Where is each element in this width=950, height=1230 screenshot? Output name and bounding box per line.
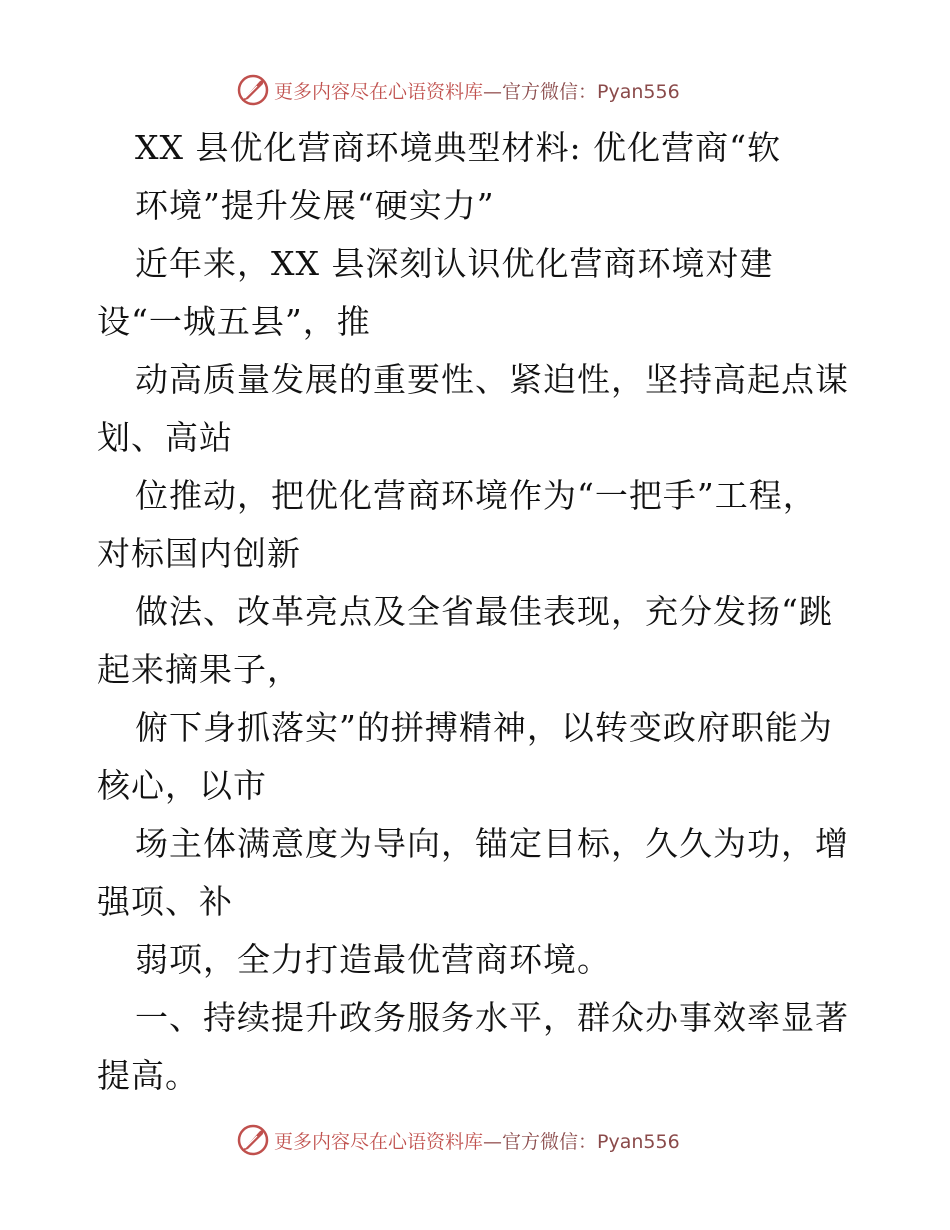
banner-dash: — xyxy=(483,1130,503,1153)
banner-wechat: 官方微信：Pyan556 xyxy=(502,1130,680,1153)
section-heading-line: 一、持续提升政务服务水平，群众办事效率显著 xyxy=(135,998,849,1037)
paragraph-line: 动高质量发展的重要性、紧迫性，坚持高起点谋 xyxy=(135,360,849,399)
paragraph-line: 强项、补 xyxy=(97,882,233,921)
paragraph-line: 核心，以市 xyxy=(97,766,267,805)
banner-site-name: 更多内容尽在心语资料库 xyxy=(274,1130,484,1153)
paragraph-line: 做法、改革亮点及全省最佳表现，充分发扬“跳 xyxy=(135,592,833,631)
feather-pen-logo-icon xyxy=(236,73,270,107)
header-banner xyxy=(236,70,680,110)
document-title-line-2: 环境”提升发展“硬实力” xyxy=(135,186,495,225)
paragraph-line: 近年来，XX 县深刻认识优化营商环境对建 xyxy=(135,244,774,283)
paragraph-line: 场主体满意度为导向，锚定目标，久久为功，增 xyxy=(135,824,849,863)
paragraph-line: 弱项，全力打造最优营商环境。 xyxy=(135,940,611,979)
banner-dash: — xyxy=(483,80,503,103)
paragraph-line: 位推动，把优化营商环境作为“一把手”工程， xyxy=(135,476,817,515)
footer-banner xyxy=(236,1120,680,1160)
paragraph-line: 划、高站 xyxy=(97,418,233,457)
banner-wechat: 官方微信：Pyan556 xyxy=(502,80,680,103)
banner-site-name: 更多内容尽在心语资料库 xyxy=(274,80,484,103)
feather-pen-logo-icon xyxy=(236,1123,270,1157)
paragraph-line: 对标国内创新 xyxy=(97,534,301,573)
paragraph-line: 俯下身抓落实”的拼搏精神，以转变政府职能为 xyxy=(135,708,833,747)
paragraph-line: 起来摘果子， xyxy=(97,650,301,689)
paragraph-line: 提高。 xyxy=(97,1056,199,1095)
document-title-line-1: XX 县优化营商环境典型材料: 优化营商“软 xyxy=(135,128,781,167)
paragraph-line: 设“一城五县”，推 xyxy=(97,302,371,341)
